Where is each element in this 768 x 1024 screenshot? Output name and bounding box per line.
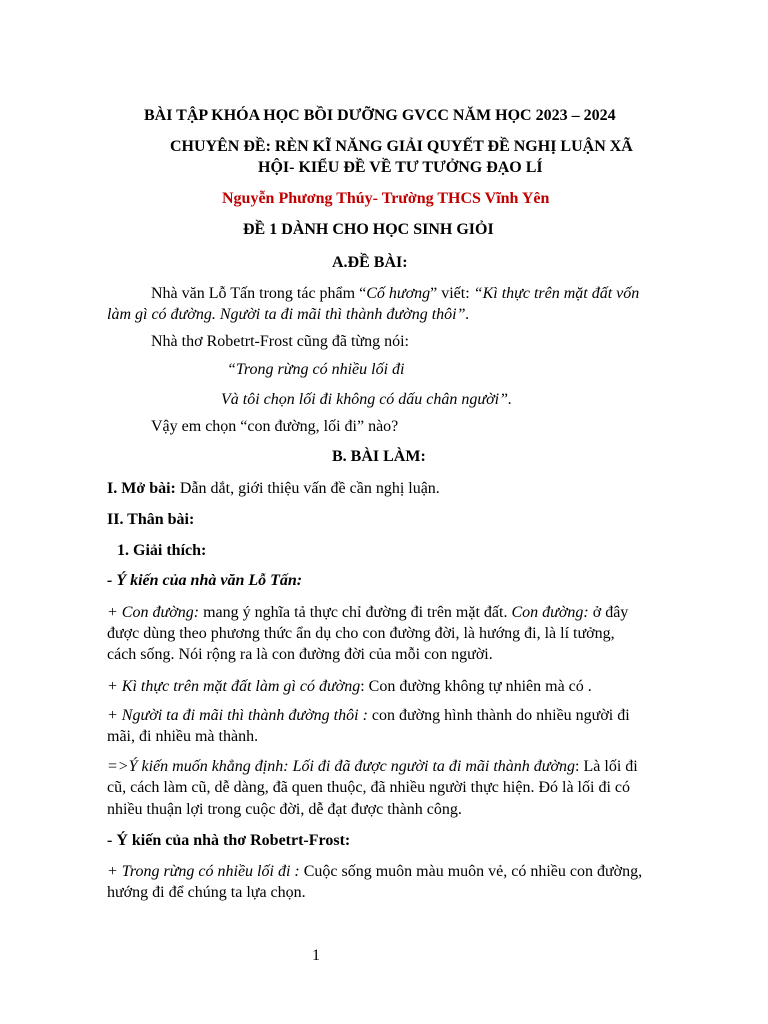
nguoi-ta-line1: [107, 706, 630, 726]
mo-bai-line: [107, 479, 440, 499]
y-kien-khang-dinh-line3: nhiều thuận lợi trong cuộc đời, dễ đạt được thành công.: [107, 801, 462, 818]
exam-subtitle: ĐỀ 1 DÀNH CHO HỌC SINH GIỎI: [243, 221, 494, 238]
poem-line-1: “Trong rừng có nhiều lối đi: [227, 361, 405, 378]
author-line: Nguyễn Phương Thúy- Trường THCS Vĩnh Yên: [222, 190, 550, 207]
trong-rung-line1: [107, 862, 642, 882]
term-label: Con đường:: [511, 604, 589, 621]
prompt-paragraph-line1: [151, 284, 639, 304]
con-duong-line3: cách sống. Nói rộng ra là con đường đời của mỗi con người.: [107, 646, 493, 663]
term-label: + Con đường:: [107, 604, 200, 621]
term-label: =>Ý kiến muốn khẳng định: Lối đi đã được người ta đi mãi thành đường: [107, 758, 576, 775]
nguoi-ta-line2: mãi, đi nhiều mà thành.: [107, 728, 259, 745]
course-title: BÀI TẬP KHÓA HỌC BỒI DƯỠNG GVCC NĂM HỌC 2023 – 2024: [144, 107, 616, 124]
topic-title-line2: HỘI- KIỂU ĐỀ VỀ TƯ TƯỞNG ĐẠO LÍ: [258, 159, 543, 176]
term-label: + Người ta đi mãi thì thành đường thôi :: [107, 707, 368, 724]
term-text: ở đây: [588, 604, 629, 621]
quote-text: “Kì thực trên mặt đất vốn: [473, 285, 640, 302]
y-kien-khang-dinh-line1: [107, 757, 638, 777]
ki-thuc-line: [107, 677, 592, 697]
section-a-heading: A.ĐỀ BÀI:: [332, 254, 408, 271]
y-kien-frost-heading: - Ý kiến của nhà thơ Robetrt-Frost:: [107, 832, 351, 849]
than-bai-heading: II. Thân bài:: [107, 511, 195, 528]
term-text: con đường hình thành do nhiều người đi: [367, 707, 630, 724]
page-number: 1: [312, 947, 320, 964]
term-label: + Trong rừng có nhiều lối đi :: [107, 863, 300, 880]
term-text: : Là lối đi: [575, 758, 638, 775]
y-kien-khang-dinh-line2: cũ, cách làm cũ, dễ dàng, đã quen thuộc, đã nhiều người thực hiện. Đó là lối đi có: [107, 779, 630, 796]
con-duong-line2: được dùng theo phương thức ẩn dụ cho con đường đời, là hướng đi, là lí tưởng,: [107, 625, 615, 642]
con-duong-line1: [107, 603, 628, 623]
question-line: Vậy em chọn “con đường, lối đi” nào?: [151, 418, 399, 435]
section-b-heading: B. BÀI LÀM:: [332, 448, 426, 465]
mo-bai-label: I. Mở bài:: [107, 480, 176, 497]
term-text: mang ý nghĩa tả thực chỉ đường đi trên mặt đất.: [199, 604, 512, 621]
prompt-text: Nhà văn Lỗ Tấn trong tác phẩm “: [151, 285, 367, 302]
trong-rung-line2: hướng đi để chúng ta lựa chọn.: [107, 884, 306, 901]
term-text: Cuộc sống muôn màu muôn vẻ, có nhiều con đường,: [299, 863, 643, 880]
work-title: Cố hương: [366, 285, 431, 302]
poem-line-2: Và tôi chọn lối đi không có dấu chân người”.: [221, 391, 513, 408]
term-text: : Con đường không tự nhiên mà có .: [360, 678, 592, 695]
y-kien-lo-tan-heading: - Ý kiến của nhà văn Lỗ Tấn:: [107, 572, 303, 589]
prompt-paragraph-line2: làm gì có đường. Người ta đi mãi thì thành đường thôi”.: [107, 306, 470, 323]
giai-thich-heading: 1. Giải thích:: [117, 542, 207, 559]
prompt-paragraph-2: Nhà thơ Robetrt-Frost cũng đã từng nói:: [151, 333, 409, 350]
term-label: + Kì thực trên mặt đất làm gì có đường: [107, 678, 361, 695]
prompt-text: ” viết:: [430, 285, 474, 302]
mo-bai-text: Dẫn dắt, giới thiệu vấn đề cần nghị luận.: [175, 480, 440, 497]
topic-title-line1: CHUYÊN ĐỀ: RÈN KĨ NĂNG GIẢI QUYẾT ĐỀ NGHỊ LUẬN XÃ: [170, 138, 633, 155]
